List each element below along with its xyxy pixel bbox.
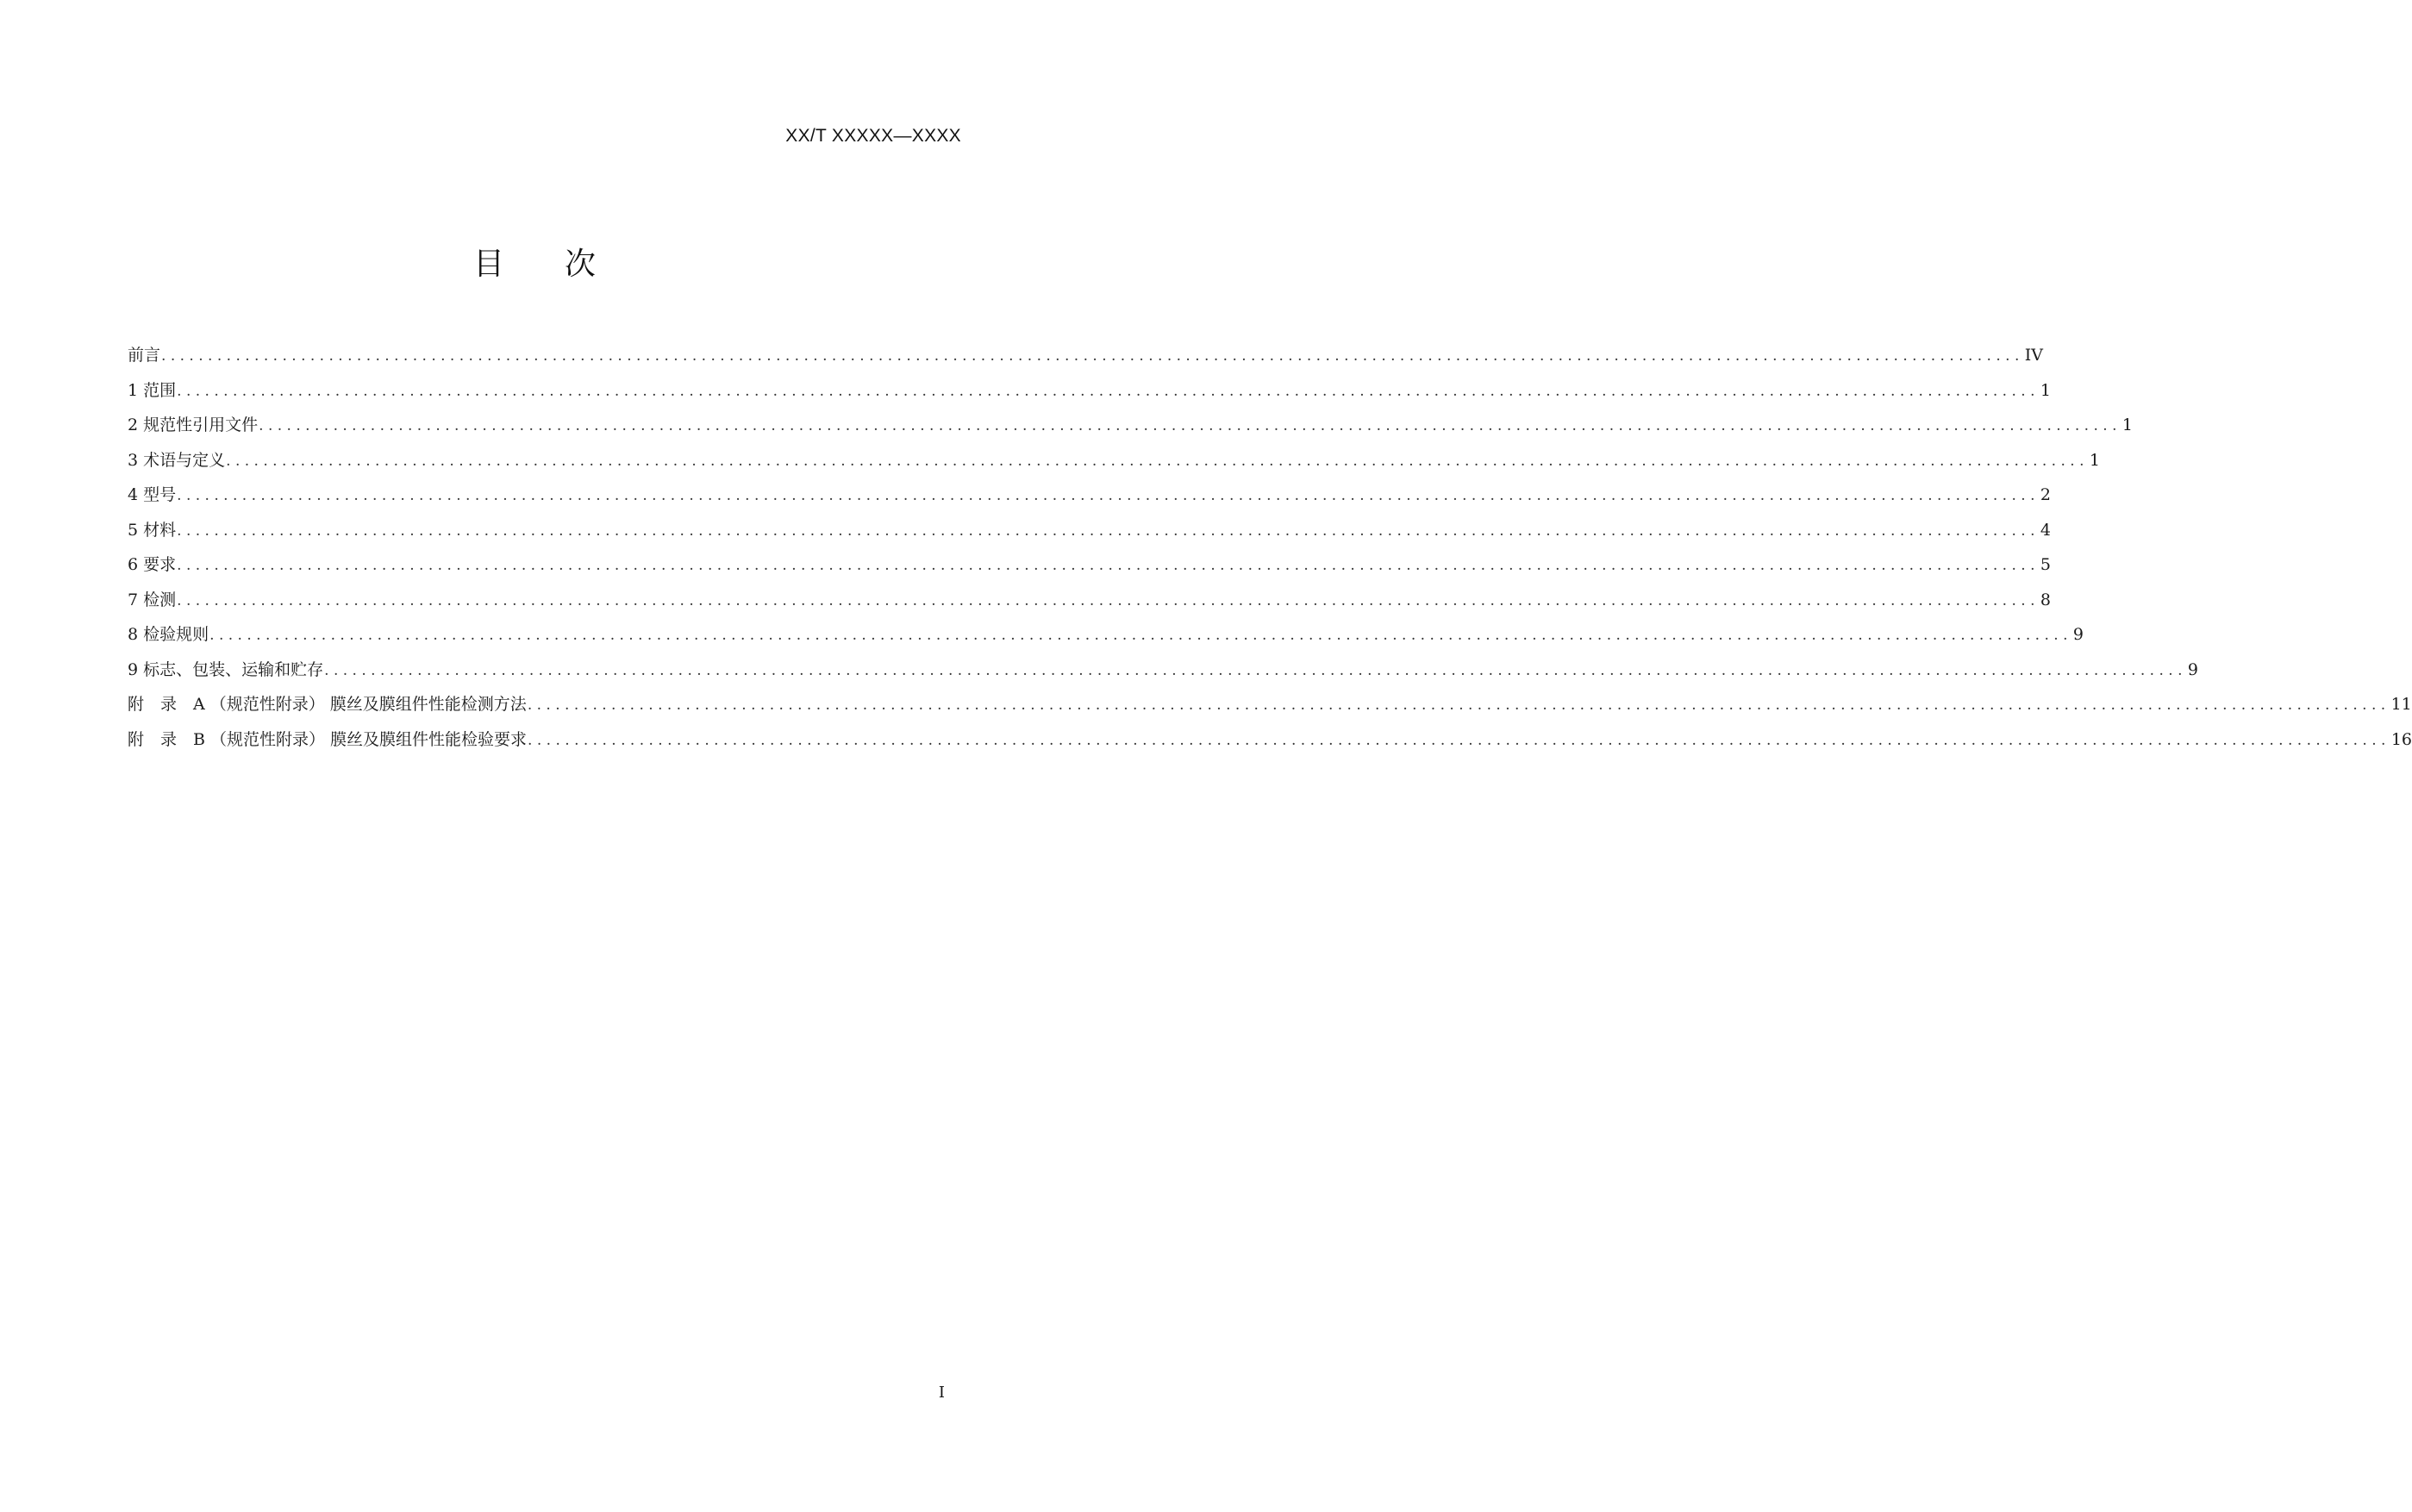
toc-entry-inspection-rules[interactable] [128, 617, 2084, 653]
toc-entry-page: 1 [2089, 450, 2100, 470]
toc-leader-dots: ........................................................................................................................................................................................................ [528, 731, 2390, 749]
toc-leader-dots: ........................................................................................................................................................................................................ [527, 697, 2390, 714]
toc-entry-page: 9 [2072, 625, 2084, 644]
toc-entry-label: 附 录 B （规范性附录） 膜丝及膜组件性能检验要求 [128, 729, 528, 749]
toc-leader-dots: ........................................................................................................................................................................................................ [177, 522, 2040, 540]
toc-entry-appendix-b[interactable] [128, 722, 2412, 758]
toc-entry-page: 11 [2390, 695, 2412, 714]
toc-entry-page: 5 [2040, 555, 2051, 574]
toc-entry-page: 4 [2040, 520, 2051, 540]
toc-title-char-2: 次 [565, 247, 597, 282]
toc-entry-page: 2 [2040, 485, 2051, 504]
toc-title-char-1: 目 [472, 247, 504, 282]
toc-leader-dots: ........................................................................................................................................................................................................ [226, 452, 2089, 470]
toc-entry-models[interactable] [128, 478, 2051, 513]
toc-entry-label: 7 检测 [128, 590, 177, 609]
toc-entry-label: 8 检验规则 [128, 625, 209, 644]
toc-entry-label: 4 型号 [128, 485, 177, 504]
page-number: I [938, 1384, 945, 1402]
toc-list [128, 338, 2412, 757]
toc-entry-normative-references[interactable] [128, 408, 2133, 443]
toc-entry-label: 附 录 A （规范性附录） 膜丝及膜组件性能检测方法 [128, 695, 527, 714]
toc-entry-page: 8 [2040, 590, 2051, 609]
toc-entry-label: 3 术语与定义 [128, 450, 226, 470]
toc-leader-dots: ........................................................................................................................................................................................................ [177, 382, 2040, 400]
toc-entry-scope[interactable] [128, 373, 2051, 409]
toc-entry-page: 1 [2121, 415, 2133, 434]
toc-title [0, 240, 1069, 284]
toc-leader-dots: ........................................................................................................................................................................................................ [324, 661, 2187, 679]
toc-leader-dots: ........................................................................................................................................................................................................ [259, 417, 2121, 434]
toc-entry-label: 9 标志、包装、运输和贮存 [128, 659, 324, 679]
toc-leader-dots: ........................................................................................................................................................................................................ [209, 627, 2072, 644]
toc-entry-materials[interactable] [128, 513, 2051, 548]
toc-entry-appendix-a[interactable] [128, 687, 2412, 722]
toc-entry-marking-packaging[interactable] [128, 653, 2198, 688]
toc-entry-foreword[interactable] [128, 338, 2044, 373]
toc-entry-label: 5 材料 [128, 520, 177, 540]
toc-entry-label: 前言 [128, 346, 161, 365]
toc-entry-page: 1 [2040, 380, 2051, 400]
toc-entry-label: 6 要求 [128, 555, 177, 574]
toc-leader-dots: ........................................................................................................................................................................................................ [177, 487, 2040, 504]
toc-entry-page: 16 [2390, 729, 2412, 749]
toc-entry-requirements[interactable] [128, 547, 2051, 583]
toc-entry-terms-definitions[interactable] [128, 443, 2100, 478]
toc-entry-testing[interactable] [128, 583, 2051, 618]
toc-entry-page: 9 [2187, 659, 2198, 679]
toc-leader-dots: ........................................................................................................................................................................................................ [177, 557, 2040, 574]
toc-entry-label: 2 规范性引用文件 [128, 415, 259, 434]
toc-entry-page: IV [2024, 346, 2044, 365]
toc-entry-label: 1 范围 [128, 380, 177, 400]
toc-leader-dots: ........................................................................................................................................................................................................ [161, 347, 2024, 365]
toc-leader-dots: ........................................................................................................................................................................................................ [177, 591, 2040, 609]
document-number: XX/T XXXXX—XXXX [785, 126, 961, 146]
